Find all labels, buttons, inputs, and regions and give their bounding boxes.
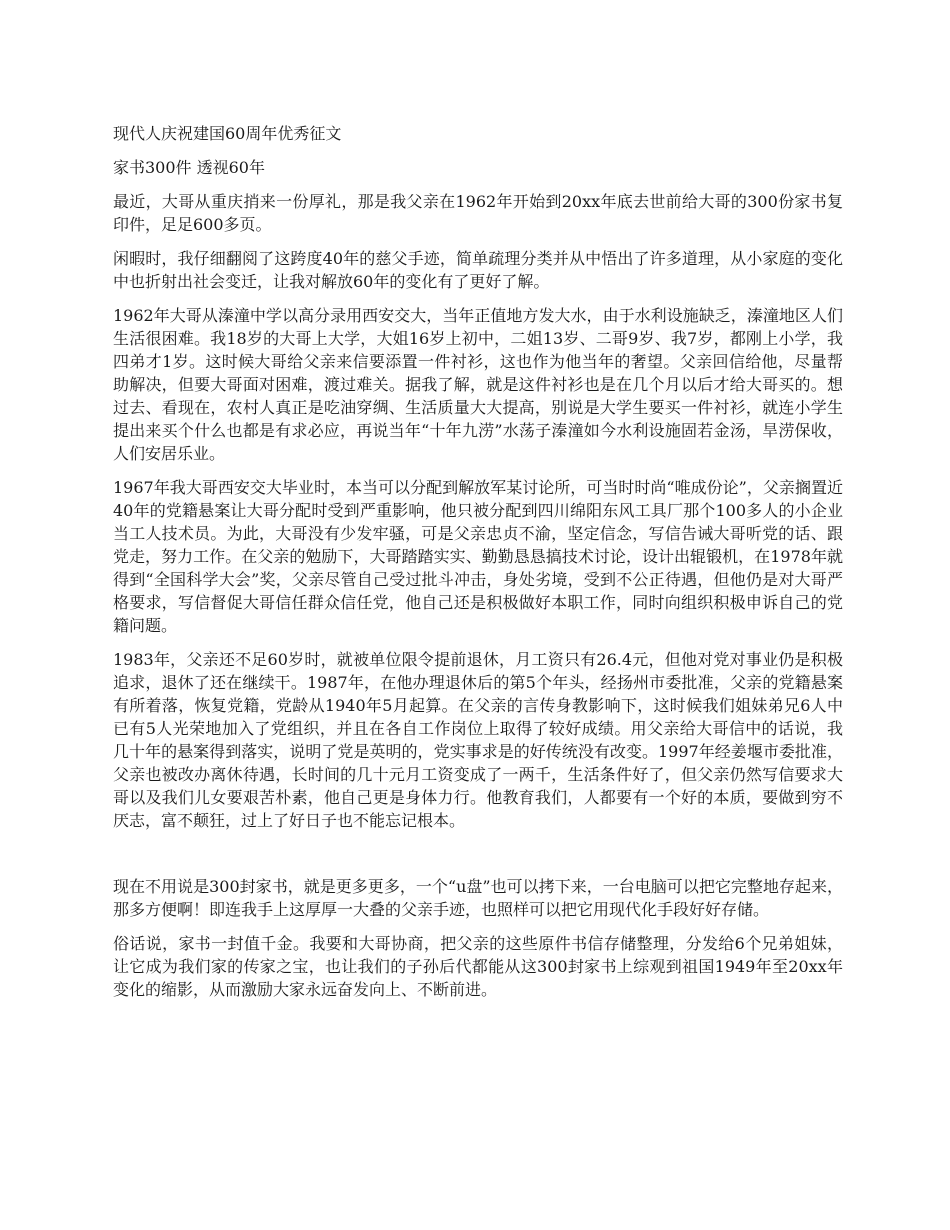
document-subtitle: 家书300件 透视60年	[113, 158, 265, 177]
paragraph-2: 闲暇时，我仔细翻阅了这跨度40年的慈父手迹，简单疏理分类并从中悟出了许多道理，从小家庭的变化中也折射出社会变迁，让我对解放60年的变化有了更好了解。	[113, 249, 843, 291]
paragraph-6: 现在不用说是300封家书，就是更多更多，一个“u盘”也可以拷下来，一台电脑可以把它完整地存起来，那多方便啊！即连我手上这厚厚一大叠的父亲手迹，也照样可以把它用现代化手段好好存储。	[113, 877, 843, 919]
document-page	[113, 122, 843, 1012]
paragraph-4: 1967年我大哥西安交大毕业时，本当可以分配到解放军某讨论所，可当时时尚“唯成份论”，父亲搁置近40年的党籍悬案让大哥分配时受到严重影响，他只被分配到四川绵阳东风工具厂那个100多人的小企业当工人技术员。为此，大哥没有少发牢骚，可是父亲忠贞不渝，坚定信念，写信告诫大哥听党的话、跟党走，努力工作。在父亲的勉励下，大哥踏踏实实、勤勤恳恳搞技术讨论，设计出辊锻机，在1978年就得到“全国科学大会”奖，父亲尽管自己受过批斗冲击，身处劣境，受到不公正待遇，但他仍是对大哥严格要求，写信督促大哥信任群众信任党，他自己还是积极做好本职工作，同时向组织积极申诉自己的党籍问题。	[113, 478, 843, 635]
paragraph-3: 1962年大哥从溱潼中学以高分录用西安交大，当年正值地方发大水，由于水利设施缺乏，溱潼地区人们生活很困难。我18岁的大哥上大学，大姐16岁上初中，二姐13岁、二哥9岁、我7岁，都刚上小学，我四弟才1岁。这时候大哥给父亲来信要添置一件衬衫，这也作为他当年的奢望。父亲回信给他，尽量帮助解决，但要大哥面对困难，渡过难关。据我了解，就是这件衬衫也是在几个月以后才给大哥买的。想过去、看现在，农村人真正是吃油穿绸、生活质量大大提高，别说是大学生要买一件衬衫，就连小学生提出来买个什么也都是有求必应，再说当年“十年九涝”水荡子溱潼如今水利设施固若金汤，旱涝保收，人们安居乐业。	[113, 306, 843, 463]
document-title: 现代人庆祝建国60周年优秀征文	[113, 124, 342, 143]
paragraph-1: 最近，大哥从重庆捎来一份厚礼，那是我父亲在1962年开始到20xx年底去世前给大哥的300份家书复印件，足足600多页。	[113, 192, 843, 234]
paragraph-7: 俗话说，家书一封值千金。我要和大哥协商，把父亲的这些原件书信存储整理，分发给6个兄弟姐妹，让它成为我们家的传家之宝，也让我们的子孙后代都能从这300封家书上综观到祖国1949年至20xx年变化的缩影，从而激励大家永远奋发向上、不断前进。	[113, 934, 843, 999]
paragraph-5: 1983年，父亲还不足60岁时，就被单位限令提前退休，月工资只有26.4元，但他对党对事业仍是积极追求，退休了还在继续干。1987年，在他办理退休后的第5个年头，经扬州市委批准，父亲的党籍悬案有所着落，恢复党籍，党龄从1940年5月起算。在父亲的言传身教影响下，这时候我们姐妹弟兄6人中已有5人光荣地加入了党组织，并且在各自工作岗位上取得了较好成绩。用父亲给大哥信中的话说，我几十年的悬案得到落实，说明了党是英明的，党实事求是的好传统没有改变。1997年经姜堰市委批准，父亲也被改办离休待遇，长时间的几十元月工资变成了一两千，生活条件好了，但父亲仍然写信要求大哥以及我们儿女要艰苦朴素，他自己更是身体力行。他教育我们，人都要有一个好的本质，要做到穷不厌志，富不颠狂，过上了好日子也不能忘记根本。	[113, 650, 843, 830]
